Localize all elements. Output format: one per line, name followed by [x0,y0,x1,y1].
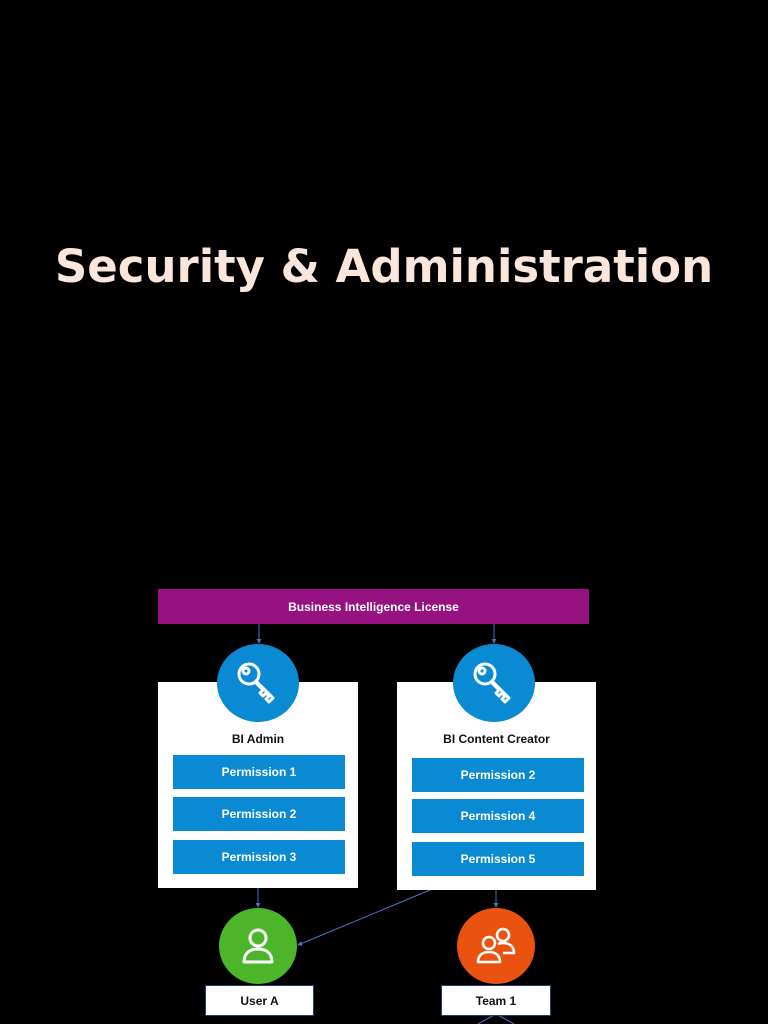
license-bar: Business Intelligence License [158,589,589,624]
team-icon [457,908,535,984]
key-icon [453,644,535,722]
role-title: BI Content Creator [443,732,550,746]
user-icon [219,908,297,984]
team-name-label: Team 1 [441,985,551,1016]
slide-title: Security & Administration [54,240,714,293]
role-title: BI Admin [231,732,285,746]
permission-item: Permission 2 [173,797,345,831]
permission-item: Permission 5 [412,842,584,876]
user-name-label: User A [205,985,314,1016]
permission-item: Permission 1 [173,755,345,789]
creator-to-user-arrow [298,890,430,945]
permission-item: Permission 4 [412,799,584,833]
permission-item: Permission 2 [412,758,584,792]
key-icon [217,644,299,722]
permission-item: Permission 3 [173,840,345,874]
